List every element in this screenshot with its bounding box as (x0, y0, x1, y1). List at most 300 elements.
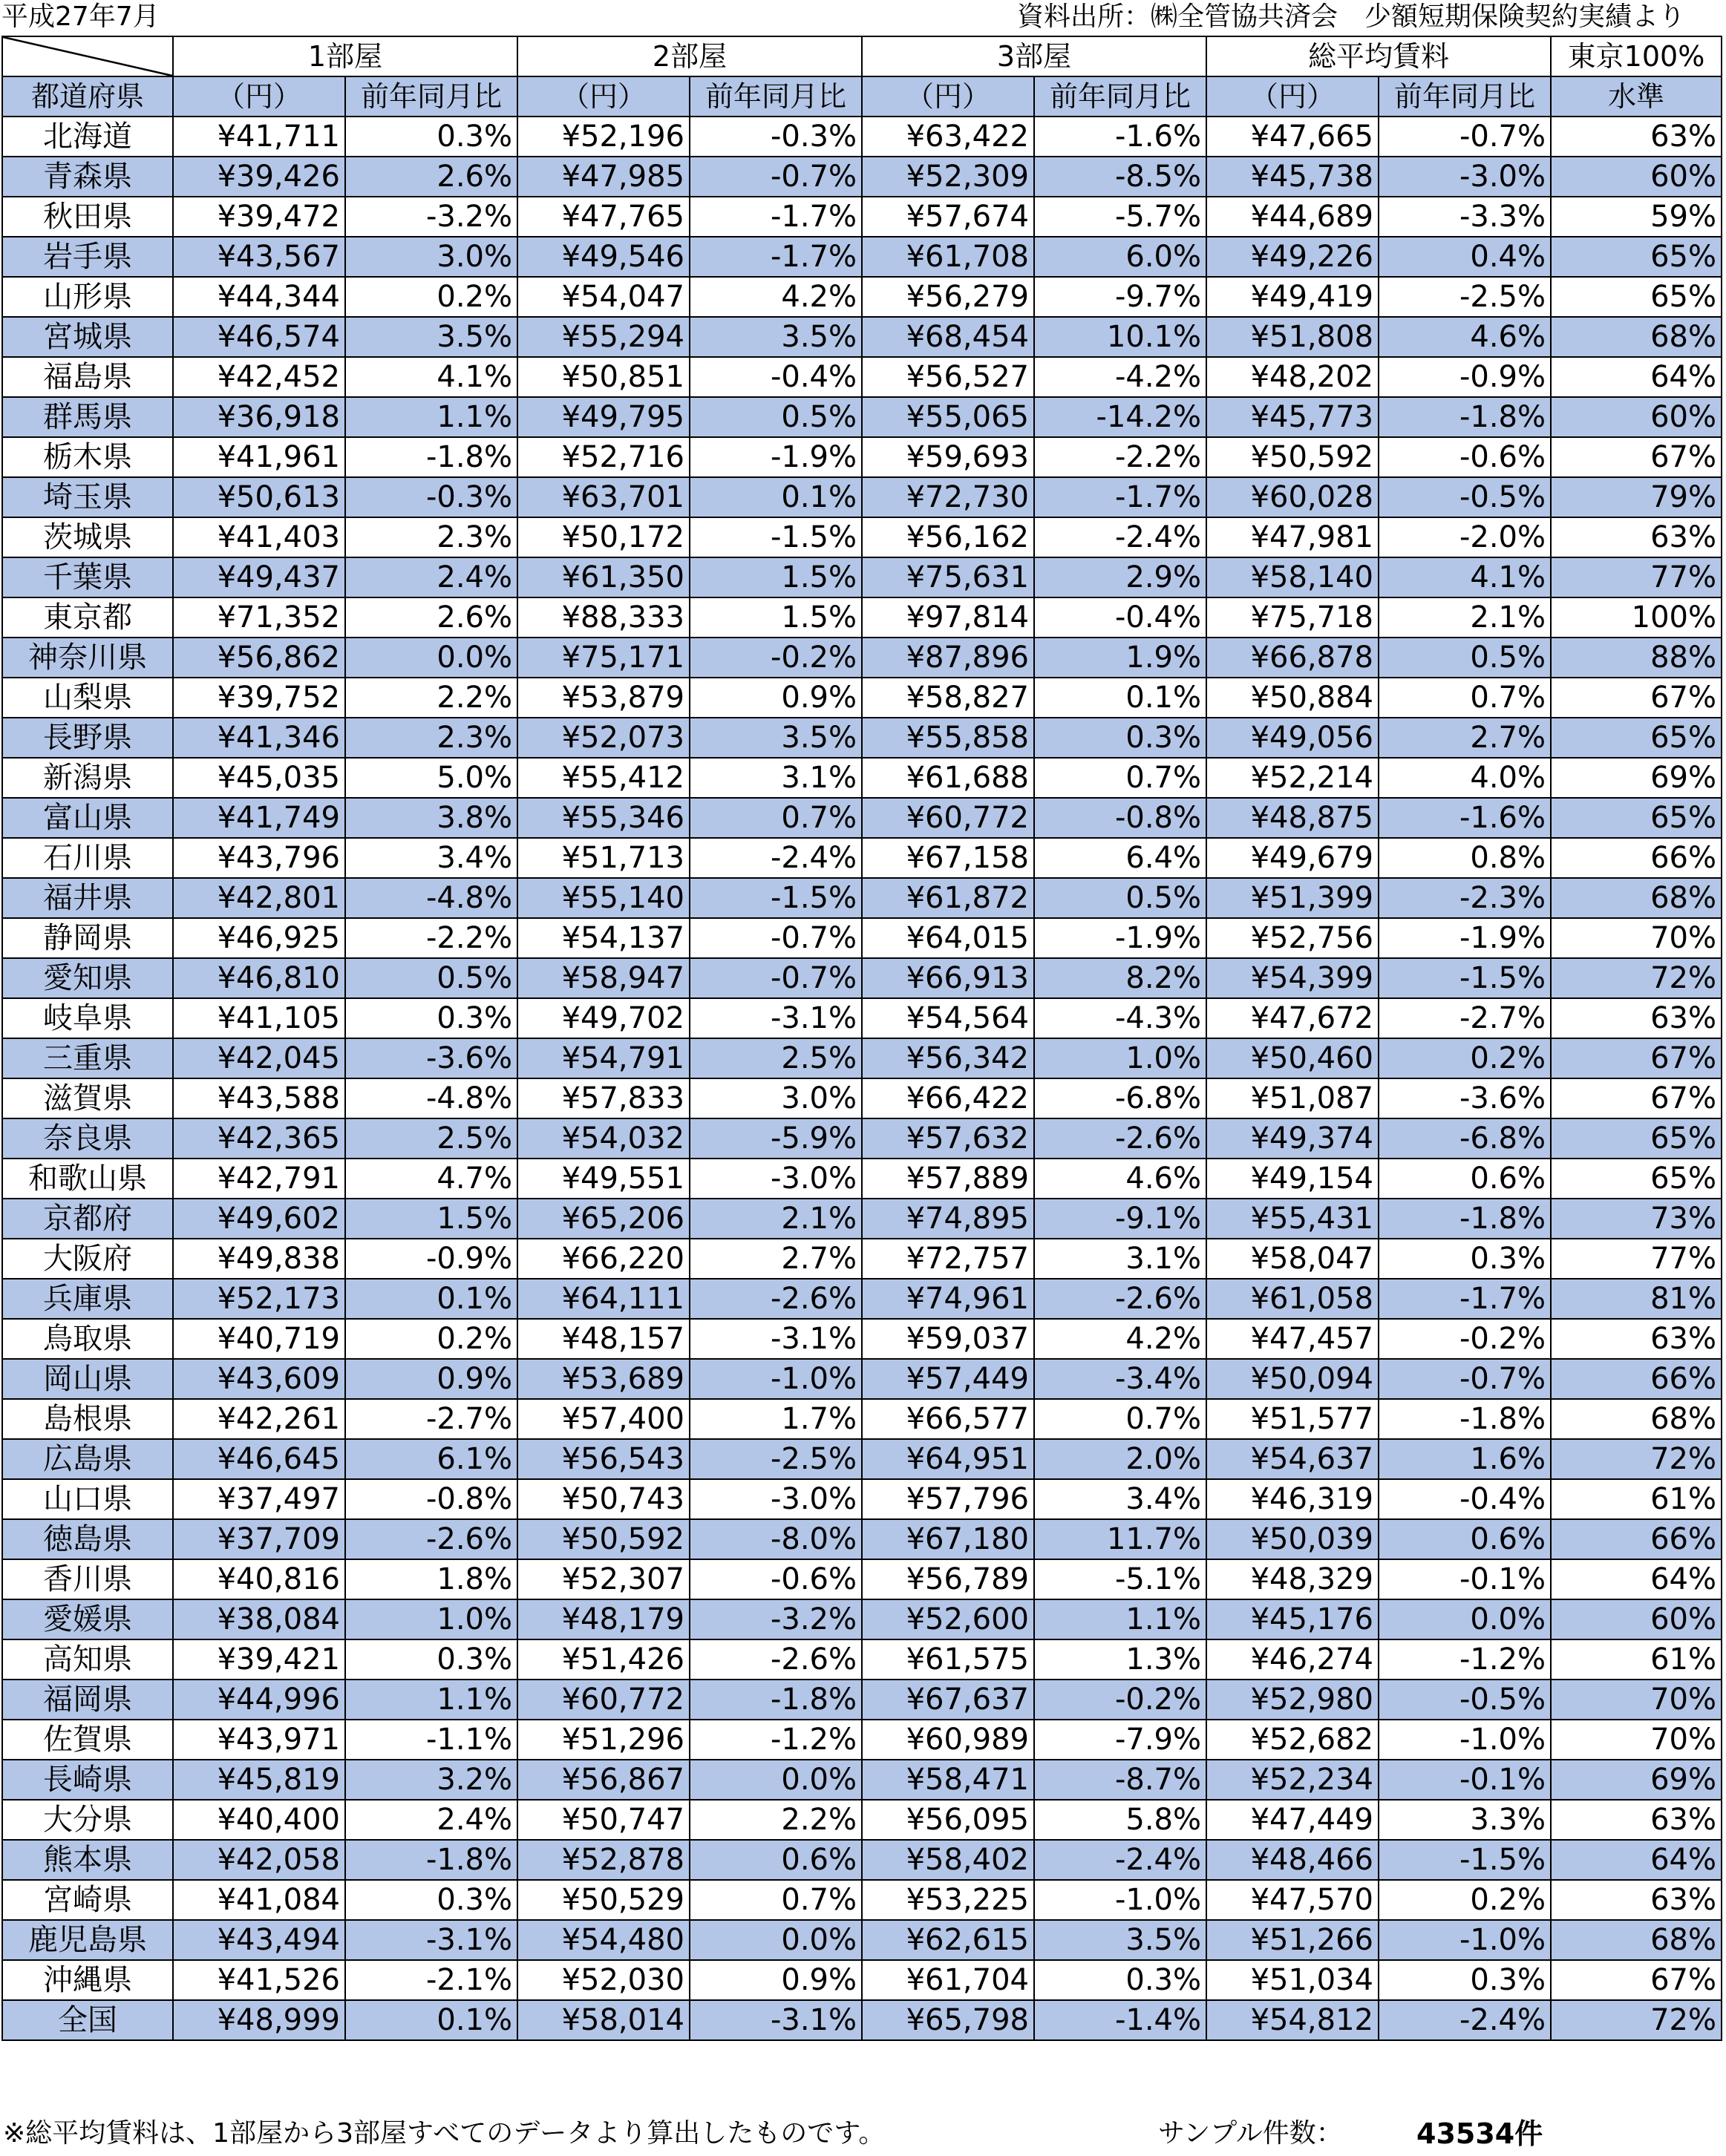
two-room-rent-cell: ¥51,713 (517, 838, 690, 878)
three-room-rent-cell: ¥61,708 (862, 237, 1034, 277)
prefecture-cell: 岩手県 (2, 237, 173, 277)
three-room-yoy-cell: 0.5% (1034, 878, 1206, 918)
two-room-yoy-cell: -3.0% (690, 1159, 862, 1199)
two-room-yoy-cell: -0.4% (690, 357, 862, 397)
three-room-yoy-cell: 4.2% (1034, 1319, 1206, 1359)
three-room-yoy-cell: -4.3% (1034, 998, 1206, 1038)
one-room-rent-cell: ¥44,996 (173, 1680, 345, 1720)
three-room-rent-cell: ¥60,989 (862, 1720, 1034, 1760)
average-rent-cell: ¥52,214 (1206, 758, 1379, 798)
two-room-rent-cell: ¥48,179 (517, 1599, 690, 1639)
two-room-rent-cell: ¥65,206 (517, 1199, 690, 1239)
average-yoy-cell: 1.6% (1379, 1439, 1551, 1479)
two-room-rent-cell: ¥54,791 (517, 1038, 690, 1078)
tokyo-level-cell: 73% (1551, 1199, 1722, 1239)
prefecture-cell: 京都府 (2, 1199, 173, 1239)
one-room-rent-cell: ¥39,472 (173, 197, 345, 237)
average-rent-cell: ¥75,718 (1206, 597, 1379, 638)
average-yoy-cell: 0.7% (1379, 678, 1551, 718)
three-room-rent-cell: ¥52,309 (862, 157, 1034, 197)
header-tokyo-100: 東京100% (1551, 36, 1722, 76)
tokyo-level-cell: 70% (1551, 1720, 1722, 1760)
one-room-rent-cell: ¥46,645 (173, 1439, 345, 1479)
two-room-yoy-cell: 0.0% (690, 1760, 862, 1800)
tokyo-level-cell: 88% (1551, 638, 1722, 678)
average-yoy-cell: -0.4% (1379, 1479, 1551, 1519)
one-room-yoy-cell: -1.1% (345, 1720, 517, 1760)
two-room-yoy-cell: -1.5% (690, 517, 862, 557)
three-room-yoy-cell: 4.6% (1034, 1159, 1206, 1199)
tokyo-level-cell: 60% (1551, 157, 1722, 197)
three-room-rent-cell: ¥87,896 (862, 638, 1034, 678)
table-row (2, 357, 1722, 397)
one-room-yoy-cell: 5.0% (345, 758, 517, 798)
prefecture-cell: 長崎県 (2, 1760, 173, 1800)
three-room-rent-cell: ¥55,858 (862, 718, 1034, 758)
prefecture-cell: 石川県 (2, 838, 173, 878)
one-room-yoy-cell: 3.8% (345, 798, 517, 838)
table-row (2, 878, 1722, 918)
one-room-yoy-cell: -2.6% (345, 1519, 517, 1559)
one-room-rent-cell: ¥46,925 (173, 918, 345, 958)
two-room-yoy-cell: -3.0% (690, 1479, 862, 1519)
two-room-rent-cell: ¥52,030 (517, 1960, 690, 2000)
table-row (2, 597, 1722, 638)
average-yoy-cell: -1.0% (1379, 1920, 1551, 1960)
two-room-rent-cell: ¥51,426 (517, 1639, 690, 1680)
tokyo-level-cell: 69% (1551, 758, 1722, 798)
three-room-yoy-cell: 1.9% (1034, 638, 1206, 678)
one-room-rent-cell: ¥41,105 (173, 998, 345, 1038)
three-room-rent-cell: ¥67,637 (862, 1680, 1034, 1720)
prefecture-cell: 宮崎県 (2, 1880, 173, 1920)
average-yoy-cell: 0.3% (1379, 1239, 1551, 1279)
tokyo-level-cell: 67% (1551, 1960, 1722, 2000)
two-room-rent-cell: ¥47,985 (517, 157, 690, 197)
one-room-rent-cell: ¥42,045 (173, 1038, 345, 1078)
one-room-yoy-cell: 0.3% (345, 998, 517, 1038)
two-room-yoy-cell: 2.7% (690, 1239, 862, 1279)
prefecture-cell: 山口県 (2, 1479, 173, 1519)
two-room-rent-cell: ¥54,480 (517, 1920, 690, 1960)
one-room-yoy-cell: 3.5% (345, 317, 517, 357)
report-period: 平成27年7月 (1, 1, 160, 32)
one-room-rent-cell: ¥41,711 (173, 117, 345, 157)
one-room-yoy-cell: -2.1% (345, 1960, 517, 2000)
three-room-yoy-cell: 0.3% (1034, 718, 1206, 758)
average-rent-cell: ¥49,226 (1206, 237, 1379, 277)
three-room-yoy-cell: 0.1% (1034, 678, 1206, 718)
tokyo-level-cell: 77% (1551, 557, 1722, 597)
title-bar (0, 0, 1726, 36)
three-room-rent-cell: ¥56,789 (862, 1559, 1034, 1599)
one-room-yoy-cell: 2.6% (345, 157, 517, 197)
one-room-yoy-cell: 0.1% (345, 2000, 517, 2040)
three-room-yoy-cell: 6.4% (1034, 838, 1206, 878)
prefecture-cell: 長野県 (2, 718, 173, 758)
table-row (2, 557, 1722, 597)
three-room-yoy-cell: -9.7% (1034, 277, 1206, 317)
table-row (2, 1680, 1722, 1720)
tokyo-level-cell: 79% (1551, 477, 1722, 517)
one-room-rent-cell: ¥45,035 (173, 758, 345, 798)
table-row (2, 958, 1722, 998)
two-room-yoy-cell: 0.5% (690, 397, 862, 437)
two-room-yoy-cell: 0.0% (690, 1920, 862, 1960)
average-rent-cell: ¥47,570 (1206, 1880, 1379, 1920)
three-room-rent-cell: ¥56,279 (862, 277, 1034, 317)
two-room-yoy-cell: 0.7% (690, 1880, 862, 1920)
two-room-yoy-cell: 2.5% (690, 1038, 862, 1078)
average-yoy-cell: -2.5% (1379, 277, 1551, 317)
sample-count-label: サンプル件数： (1158, 2118, 1343, 2149)
three-room-yoy-cell: -2.6% (1034, 1279, 1206, 1319)
three-room-yoy-cell: 1.1% (1034, 1599, 1206, 1639)
table-row (2, 718, 1722, 758)
one-room-yoy-cell: -0.9% (345, 1239, 517, 1279)
tokyo-level-cell: 69% (1551, 1760, 1722, 1800)
two-room-yoy-cell: -1.7% (690, 237, 862, 277)
one-room-yoy-cell: -0.3% (345, 477, 517, 517)
two-room-rent-cell: ¥54,137 (517, 918, 690, 958)
table-row (2, 638, 1722, 678)
table-row (2, 397, 1722, 437)
header-yen: （円） (862, 76, 1034, 117)
two-room-yoy-cell: 4.2% (690, 277, 862, 317)
prefecture-cell: 山形県 (2, 277, 173, 317)
table-row (2, 1720, 1722, 1760)
prefecture-cell: 大阪府 (2, 1239, 173, 1279)
tokyo-level-cell: 66% (1551, 1519, 1722, 1559)
two-room-rent-cell: ¥52,307 (517, 1559, 690, 1599)
prefecture-cell: 福岡県 (2, 1680, 173, 1720)
three-room-rent-cell: ¥57,889 (862, 1159, 1034, 1199)
three-room-rent-cell: ¥56,527 (862, 357, 1034, 397)
three-room-rent-cell: ¥62,615 (862, 1920, 1034, 1960)
three-room-rent-cell: ¥52,600 (862, 1599, 1034, 1639)
one-room-rent-cell: ¥43,609 (173, 1359, 345, 1399)
two-room-rent-cell: ¥88,333 (517, 597, 690, 638)
one-room-rent-cell: ¥44,344 (173, 277, 345, 317)
average-rent-cell: ¥47,449 (1206, 1800, 1379, 1840)
three-room-rent-cell: ¥72,730 (862, 477, 1034, 517)
three-room-rent-cell: ¥58,471 (862, 1760, 1034, 1800)
three-room-rent-cell: ¥64,015 (862, 918, 1034, 958)
average-rent-cell: ¥54,637 (1206, 1439, 1379, 1479)
one-room-rent-cell: ¥71,352 (173, 597, 345, 638)
one-room-rent-cell: ¥39,421 (173, 1639, 345, 1680)
two-room-rent-cell: ¥56,543 (517, 1439, 690, 1479)
one-room-yoy-cell: 2.4% (345, 1800, 517, 1840)
two-room-yoy-cell: -3.1% (690, 1319, 862, 1359)
header-one-room: 1部屋 (173, 36, 517, 76)
tokyo-level-cell: 61% (1551, 1639, 1722, 1680)
two-room-rent-cell: ¥57,833 (517, 1078, 690, 1118)
one-room-yoy-cell: 1.1% (345, 1680, 517, 1720)
three-room-yoy-cell: -9.1% (1034, 1199, 1206, 1239)
prefecture-cell: 大分県 (2, 1800, 173, 1840)
three-room-yoy-cell: -2.4% (1034, 517, 1206, 557)
two-room-yoy-cell: -0.2% (690, 638, 862, 678)
average-yoy-cell: -0.7% (1379, 117, 1551, 157)
tokyo-level-cell: 64% (1551, 1559, 1722, 1599)
one-room-rent-cell: ¥46,574 (173, 317, 345, 357)
average-yoy-cell: -1.8% (1379, 397, 1551, 437)
header-three-rooms: 3部屋 (862, 36, 1206, 76)
two-room-rent-cell: ¥49,546 (517, 237, 690, 277)
table-row (2, 317, 1722, 357)
table-row (2, 2000, 1722, 2040)
average-rent-cell: ¥52,234 (1206, 1760, 1379, 1800)
three-room-rent-cell: ¥67,158 (862, 838, 1034, 878)
three-room-rent-cell: ¥65,798 (862, 2000, 1034, 2040)
prefecture-cell: 兵庫県 (2, 1279, 173, 1319)
one-room-rent-cell: ¥41,084 (173, 1880, 345, 1920)
one-room-yoy-cell: 2.3% (345, 718, 517, 758)
two-room-rent-cell: ¥49,702 (517, 998, 690, 1038)
two-room-yoy-cell: 2.1% (690, 1199, 862, 1239)
average-yoy-cell: -3.3% (1379, 197, 1551, 237)
average-yoy-cell: 4.1% (1379, 557, 1551, 597)
one-room-rent-cell: ¥38,084 (173, 1599, 345, 1639)
one-room-yoy-cell: 0.3% (345, 117, 517, 157)
two-room-yoy-cell: 3.5% (690, 317, 862, 357)
tokyo-level-cell: 70% (1551, 918, 1722, 958)
two-room-yoy-cell: 3.0% (690, 1078, 862, 1118)
three-room-yoy-cell: 10.1% (1034, 317, 1206, 357)
one-room-yoy-cell: 0.5% (345, 958, 517, 998)
table-row (2, 117, 1722, 157)
one-room-rent-cell: ¥49,602 (173, 1199, 345, 1239)
one-room-rent-cell: ¥42,261 (173, 1399, 345, 1439)
one-room-yoy-cell: -2.7% (345, 1399, 517, 1439)
three-room-yoy-cell: 8.2% (1034, 958, 1206, 998)
prefecture-cell: 群馬県 (2, 397, 173, 437)
two-room-yoy-cell: -1.9% (690, 437, 862, 477)
tokyo-level-cell: 60% (1551, 397, 1722, 437)
header-yoy: 前年同月比 (345, 76, 517, 117)
three-room-rent-cell: ¥66,422 (862, 1078, 1034, 1118)
average-rent-cell: ¥66,878 (1206, 638, 1379, 678)
prefecture-cell: 神奈川県 (2, 638, 173, 678)
data-source: 資料出所：㈱全管協共済会 少額短期保険契約実績より (1016, 1, 1685, 32)
tokyo-level-cell: 72% (1551, 2000, 1722, 2040)
table-row (2, 1559, 1722, 1599)
three-room-rent-cell: ¥57,796 (862, 1479, 1034, 1519)
one-room-yoy-cell: -3.2% (345, 197, 517, 237)
average-yoy-cell: -0.7% (1379, 1359, 1551, 1399)
average-yoy-cell: 0.2% (1379, 1880, 1551, 1920)
sample-count-value: 43534件 (1416, 2117, 1543, 2150)
three-room-rent-cell: ¥64,951 (862, 1439, 1034, 1479)
prefecture-cell: 茨城県 (2, 517, 173, 557)
three-room-yoy-cell: -8.5% (1034, 157, 1206, 197)
one-room-rent-cell: ¥39,752 (173, 678, 345, 718)
three-room-yoy-cell: 3.1% (1034, 1239, 1206, 1279)
two-room-rent-cell: ¥61,350 (517, 557, 690, 597)
one-room-yoy-cell: 0.2% (345, 277, 517, 317)
average-rent-cell: ¥45,738 (1206, 157, 1379, 197)
tokyo-level-cell: 70% (1551, 1680, 1722, 1720)
two-room-yoy-cell: -5.9% (690, 1118, 862, 1159)
one-room-rent-cell: ¥42,801 (173, 878, 345, 918)
table-row (2, 1239, 1722, 1279)
three-room-rent-cell: ¥57,674 (862, 197, 1034, 237)
average-rent-cell: ¥46,274 (1206, 1639, 1379, 1680)
prefecture-cell: 熊本県 (2, 1840, 173, 1880)
header-yen: （円） (173, 76, 345, 117)
three-room-yoy-cell: -5.1% (1034, 1559, 1206, 1599)
header-prefecture: 都道府県 (2, 76, 173, 117)
average-rent-cell: ¥61,058 (1206, 1279, 1379, 1319)
table-body (2, 36, 1722, 2040)
average-yoy-cell: -3.6% (1379, 1078, 1551, 1118)
prefecture-cell: 宮城県 (2, 317, 173, 357)
average-yoy-cell: 0.2% (1379, 1038, 1551, 1078)
one-room-rent-cell: ¥42,452 (173, 357, 345, 397)
two-room-yoy-cell: -1.2% (690, 1720, 862, 1760)
one-room-yoy-cell: 0.3% (345, 1880, 517, 1920)
average-yoy-cell: -0.9% (1379, 357, 1551, 397)
prefecture-cell: 愛媛県 (2, 1599, 173, 1639)
average-yoy-cell: -2.3% (1379, 878, 1551, 918)
one-room-rent-cell: ¥41,961 (173, 437, 345, 477)
table-row (2, 1760, 1722, 1800)
two-room-yoy-cell: -1.5% (690, 878, 862, 918)
three-room-yoy-cell: 6.0% (1034, 237, 1206, 277)
tokyo-level-cell: 68% (1551, 1399, 1722, 1439)
prefecture-cell: 佐賀県 (2, 1720, 173, 1760)
prefecture-cell: 岐阜県 (2, 998, 173, 1038)
one-room-rent-cell: ¥52,173 (173, 1279, 345, 1319)
table-row (2, 1319, 1722, 1359)
three-room-rent-cell: ¥56,162 (862, 517, 1034, 557)
average-rent-cell: ¥52,980 (1206, 1680, 1379, 1720)
two-room-yoy-cell: 3.5% (690, 718, 862, 758)
table-row (2, 1078, 1722, 1118)
average-rent-cell: ¥47,672 (1206, 998, 1379, 1038)
prefecture-cell: 愛知県 (2, 958, 173, 998)
prefecture-cell: 鳥取県 (2, 1319, 173, 1359)
header-yen: （円） (517, 76, 690, 117)
header-yoy: 前年同月比 (690, 76, 862, 117)
tokyo-level-cell: 65% (1551, 277, 1722, 317)
two-room-yoy-cell: -2.5% (690, 1439, 862, 1479)
average-rent-cell: ¥48,875 (1206, 798, 1379, 838)
two-room-rent-cell: ¥50,747 (517, 1800, 690, 1840)
average-rent-cell: ¥47,665 (1206, 117, 1379, 157)
three-room-yoy-cell: -3.4% (1034, 1359, 1206, 1399)
one-room-yoy-cell: 2.5% (345, 1118, 517, 1159)
three-room-yoy-cell: -1.7% (1034, 477, 1206, 517)
prefecture-cell: 奈良県 (2, 1118, 173, 1159)
one-room-yoy-cell: 3.0% (345, 237, 517, 277)
three-room-rent-cell: ¥61,704 (862, 1960, 1034, 2000)
two-room-rent-cell: ¥52,196 (517, 117, 690, 157)
average-yoy-cell: -1.2% (1379, 1639, 1551, 1680)
three-room-rent-cell: ¥61,872 (862, 878, 1034, 918)
average-rent-cell: ¥47,981 (1206, 517, 1379, 557)
two-room-rent-cell: ¥50,592 (517, 1519, 690, 1559)
two-room-yoy-cell: 3.1% (690, 758, 862, 798)
two-room-rent-cell: ¥63,701 (517, 477, 690, 517)
three-room-yoy-cell: 2.0% (1034, 1439, 1206, 1479)
average-rent-cell: ¥49,679 (1206, 838, 1379, 878)
prefecture-cell: 島根県 (2, 1399, 173, 1439)
one-room-rent-cell: ¥46,810 (173, 958, 345, 998)
table-row (2, 1118, 1722, 1159)
tokyo-level-cell: 63% (1551, 1319, 1722, 1359)
one-room-rent-cell: ¥43,796 (173, 838, 345, 878)
one-room-rent-cell: ¥50,613 (173, 477, 345, 517)
one-room-yoy-cell: 1.0% (345, 1599, 517, 1639)
three-room-yoy-cell: -2.6% (1034, 1118, 1206, 1159)
average-rent-cell: ¥54,399 (1206, 958, 1379, 998)
prefecture-cell: 静岡県 (2, 918, 173, 958)
three-room-rent-cell: ¥97,814 (862, 597, 1034, 638)
table-row (2, 1159, 1722, 1199)
average-rent-cell: ¥48,466 (1206, 1840, 1379, 1880)
three-room-yoy-cell: -7.9% (1034, 1720, 1206, 1760)
tokyo-level-cell: 65% (1551, 798, 1722, 838)
average-yoy-cell: 3.3% (1379, 1800, 1551, 1840)
two-room-yoy-cell: -8.0% (690, 1519, 862, 1559)
tokyo-level-cell: 67% (1551, 1038, 1722, 1078)
tokyo-level-cell: 67% (1551, 678, 1722, 718)
two-room-yoy-cell: -0.7% (690, 918, 862, 958)
one-room-rent-cell: ¥36,918 (173, 397, 345, 437)
one-room-rent-cell: ¥45,819 (173, 1760, 345, 1800)
average-rent-cell: ¥52,682 (1206, 1720, 1379, 1760)
two-room-yoy-cell: -1.8% (690, 1680, 862, 1720)
average-rent-cell: ¥55,431 (1206, 1199, 1379, 1239)
prefecture-cell: 栃木県 (2, 437, 173, 477)
one-room-yoy-cell: 2.6% (345, 597, 517, 638)
two-room-yoy-cell: 1.5% (690, 557, 862, 597)
prefecture-cell: 新潟県 (2, 758, 173, 798)
three-room-yoy-cell: -1.6% (1034, 117, 1206, 157)
tokyo-level-cell: 66% (1551, 838, 1722, 878)
one-room-rent-cell: ¥40,719 (173, 1319, 345, 1359)
average-rent-cell: ¥51,087 (1206, 1078, 1379, 1118)
one-room-rent-cell: ¥37,497 (173, 1479, 345, 1519)
average-yoy-cell: 0.6% (1379, 1519, 1551, 1559)
table-row (2, 1800, 1722, 1840)
tokyo-level-cell: 68% (1551, 878, 1722, 918)
table-row (2, 157, 1722, 197)
three-room-yoy-cell: 3.4% (1034, 1479, 1206, 1519)
one-room-yoy-cell: -3.1% (345, 1920, 517, 1960)
two-room-yoy-cell: 0.7% (690, 798, 862, 838)
header-two-rooms: 2部屋 (517, 36, 862, 76)
average-yoy-cell: -2.0% (1379, 517, 1551, 557)
prefecture-cell: 香川県 (2, 1559, 173, 1599)
table-row (2, 1920, 1722, 1960)
table-row (2, 277, 1722, 317)
one-room-rent-cell: ¥41,403 (173, 517, 345, 557)
prefecture-cell: 福島県 (2, 357, 173, 397)
prefecture-cell: 和歌山県 (2, 1159, 173, 1199)
average-rent-cell: ¥51,266 (1206, 1920, 1379, 1960)
three-room-yoy-cell: -14.2% (1034, 397, 1206, 437)
two-room-rent-cell: ¥51,296 (517, 1720, 690, 1760)
two-room-rent-cell: ¥47,765 (517, 197, 690, 237)
average-rent-cell: ¥49,419 (1206, 277, 1379, 317)
table-row (2, 477, 1722, 517)
three-room-rent-cell: ¥59,693 (862, 437, 1034, 477)
prefecture-cell: 沖縄県 (2, 1960, 173, 2000)
tokyo-level-cell: 60% (1551, 1599, 1722, 1639)
